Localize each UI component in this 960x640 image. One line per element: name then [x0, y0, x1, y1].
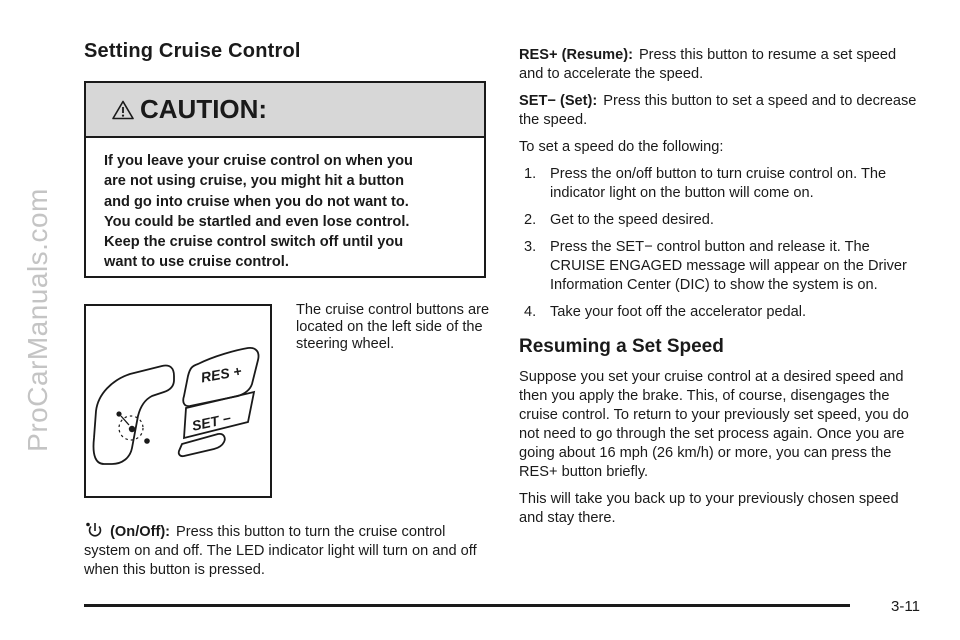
cruise-control-figure: [84, 304, 272, 498]
on-off-text: Press this button to turn the cruise control system on and off. The LED indicator light will turn on and off when this button is pressed.: [84, 524, 477, 578]
watermark-text: ProCarManuals.com: [22, 188, 54, 452]
left-column: [84, 40, 490, 578]
on-off-label: (On/Off):: [110, 524, 171, 540]
caution-box: [84, 81, 486, 278]
warning-triangle-icon: [112, 100, 134, 120]
on-off-description: [84, 522, 489, 580]
caution-line: are not using cruise, you might hit a button: [104, 173, 404, 190]
res-label: RES+ (Resume):: [519, 47, 633, 63]
footer-rule: [84, 604, 850, 607]
caution-line: You could be startled and even lose control.: [104, 213, 410, 230]
step-number: 4.: [524, 304, 537, 320]
caution-header: [86, 83, 484, 138]
steps-list: [519, 165, 919, 322]
caution-line: and go into cruise when you do not want to.: [104, 193, 409, 210]
section-title: Setting Cruise Control: [84, 40, 301, 62]
page-number: 3-11: [891, 598, 920, 615]
caution-line: If you leave your cruise control on when you: [104, 153, 413, 169]
step-text: Get to the speed desired.: [550, 212, 714, 228]
step-number: 3.: [524, 239, 537, 255]
cruise-on-off-icon: [84, 522, 106, 538]
res-description: [519, 46, 919, 84]
list-item: [519, 211, 919, 230]
step-number: 1.: [524, 166, 537, 182]
set-description: [519, 92, 919, 130]
step-number: 2.: [524, 212, 537, 228]
step-text: Take your foot off the accelerator pedal.: [550, 304, 807, 320]
steering-wheel-buttons-illustration: [86, 306, 270, 496]
set-text: Press this button to set a speed and to decrease the speed.: [519, 93, 917, 128]
caution-line: want to use cruise control.: [104, 254, 289, 271]
figure-caption: The cruise control buttons are located on the left side of the steering wheel.: [296, 302, 490, 352]
set-button-label: SET −: [190, 409, 233, 434]
resume-paragraph-2: This will take you back up to your previously chosen speed and stay there.: [519, 491, 899, 526]
caution-title: CAUTION:: [140, 94, 268, 124]
watermark: [8, 0, 68, 640]
right-column: [519, 46, 919, 536]
caution-line: Keep the cruise control switch off until you: [104, 234, 404, 251]
step-text: Press the on/off button to turn cruise control on. The indicator light on the button will come on.: [550, 166, 887, 201]
set-label: SET− (Set):: [519, 93, 598, 109]
resume-paragraph-1: Suppose you set your cruise control at a desired speed and then you apply the brake. This, of course, disengages the cruise control. To return to your previously set speed, you do not need to go through the set process again. Once you are going about 16 mph (26 km/h) or more, you can press the RES+ button briefly.: [519, 369, 909, 480]
res-text: Press this button to resume a set speed and to accelerate the speed.: [519, 47, 897, 82]
list-item: [519, 165, 919, 203]
list-item: [519, 238, 919, 295]
resuming-section-title: Resuming a Set Speed: [519, 336, 724, 357]
step-text: Press the SET− control button and release it. The CRUISE ENGAGED message will appear on the Driver Information Center (DIC) to show the system is on.: [550, 239, 907, 293]
caution-body: [86, 138, 484, 273]
res-button-label: RES +: [199, 362, 243, 386]
list-item: [519, 303, 919, 322]
steps-intro: To set a speed do the following:: [519, 139, 724, 155]
